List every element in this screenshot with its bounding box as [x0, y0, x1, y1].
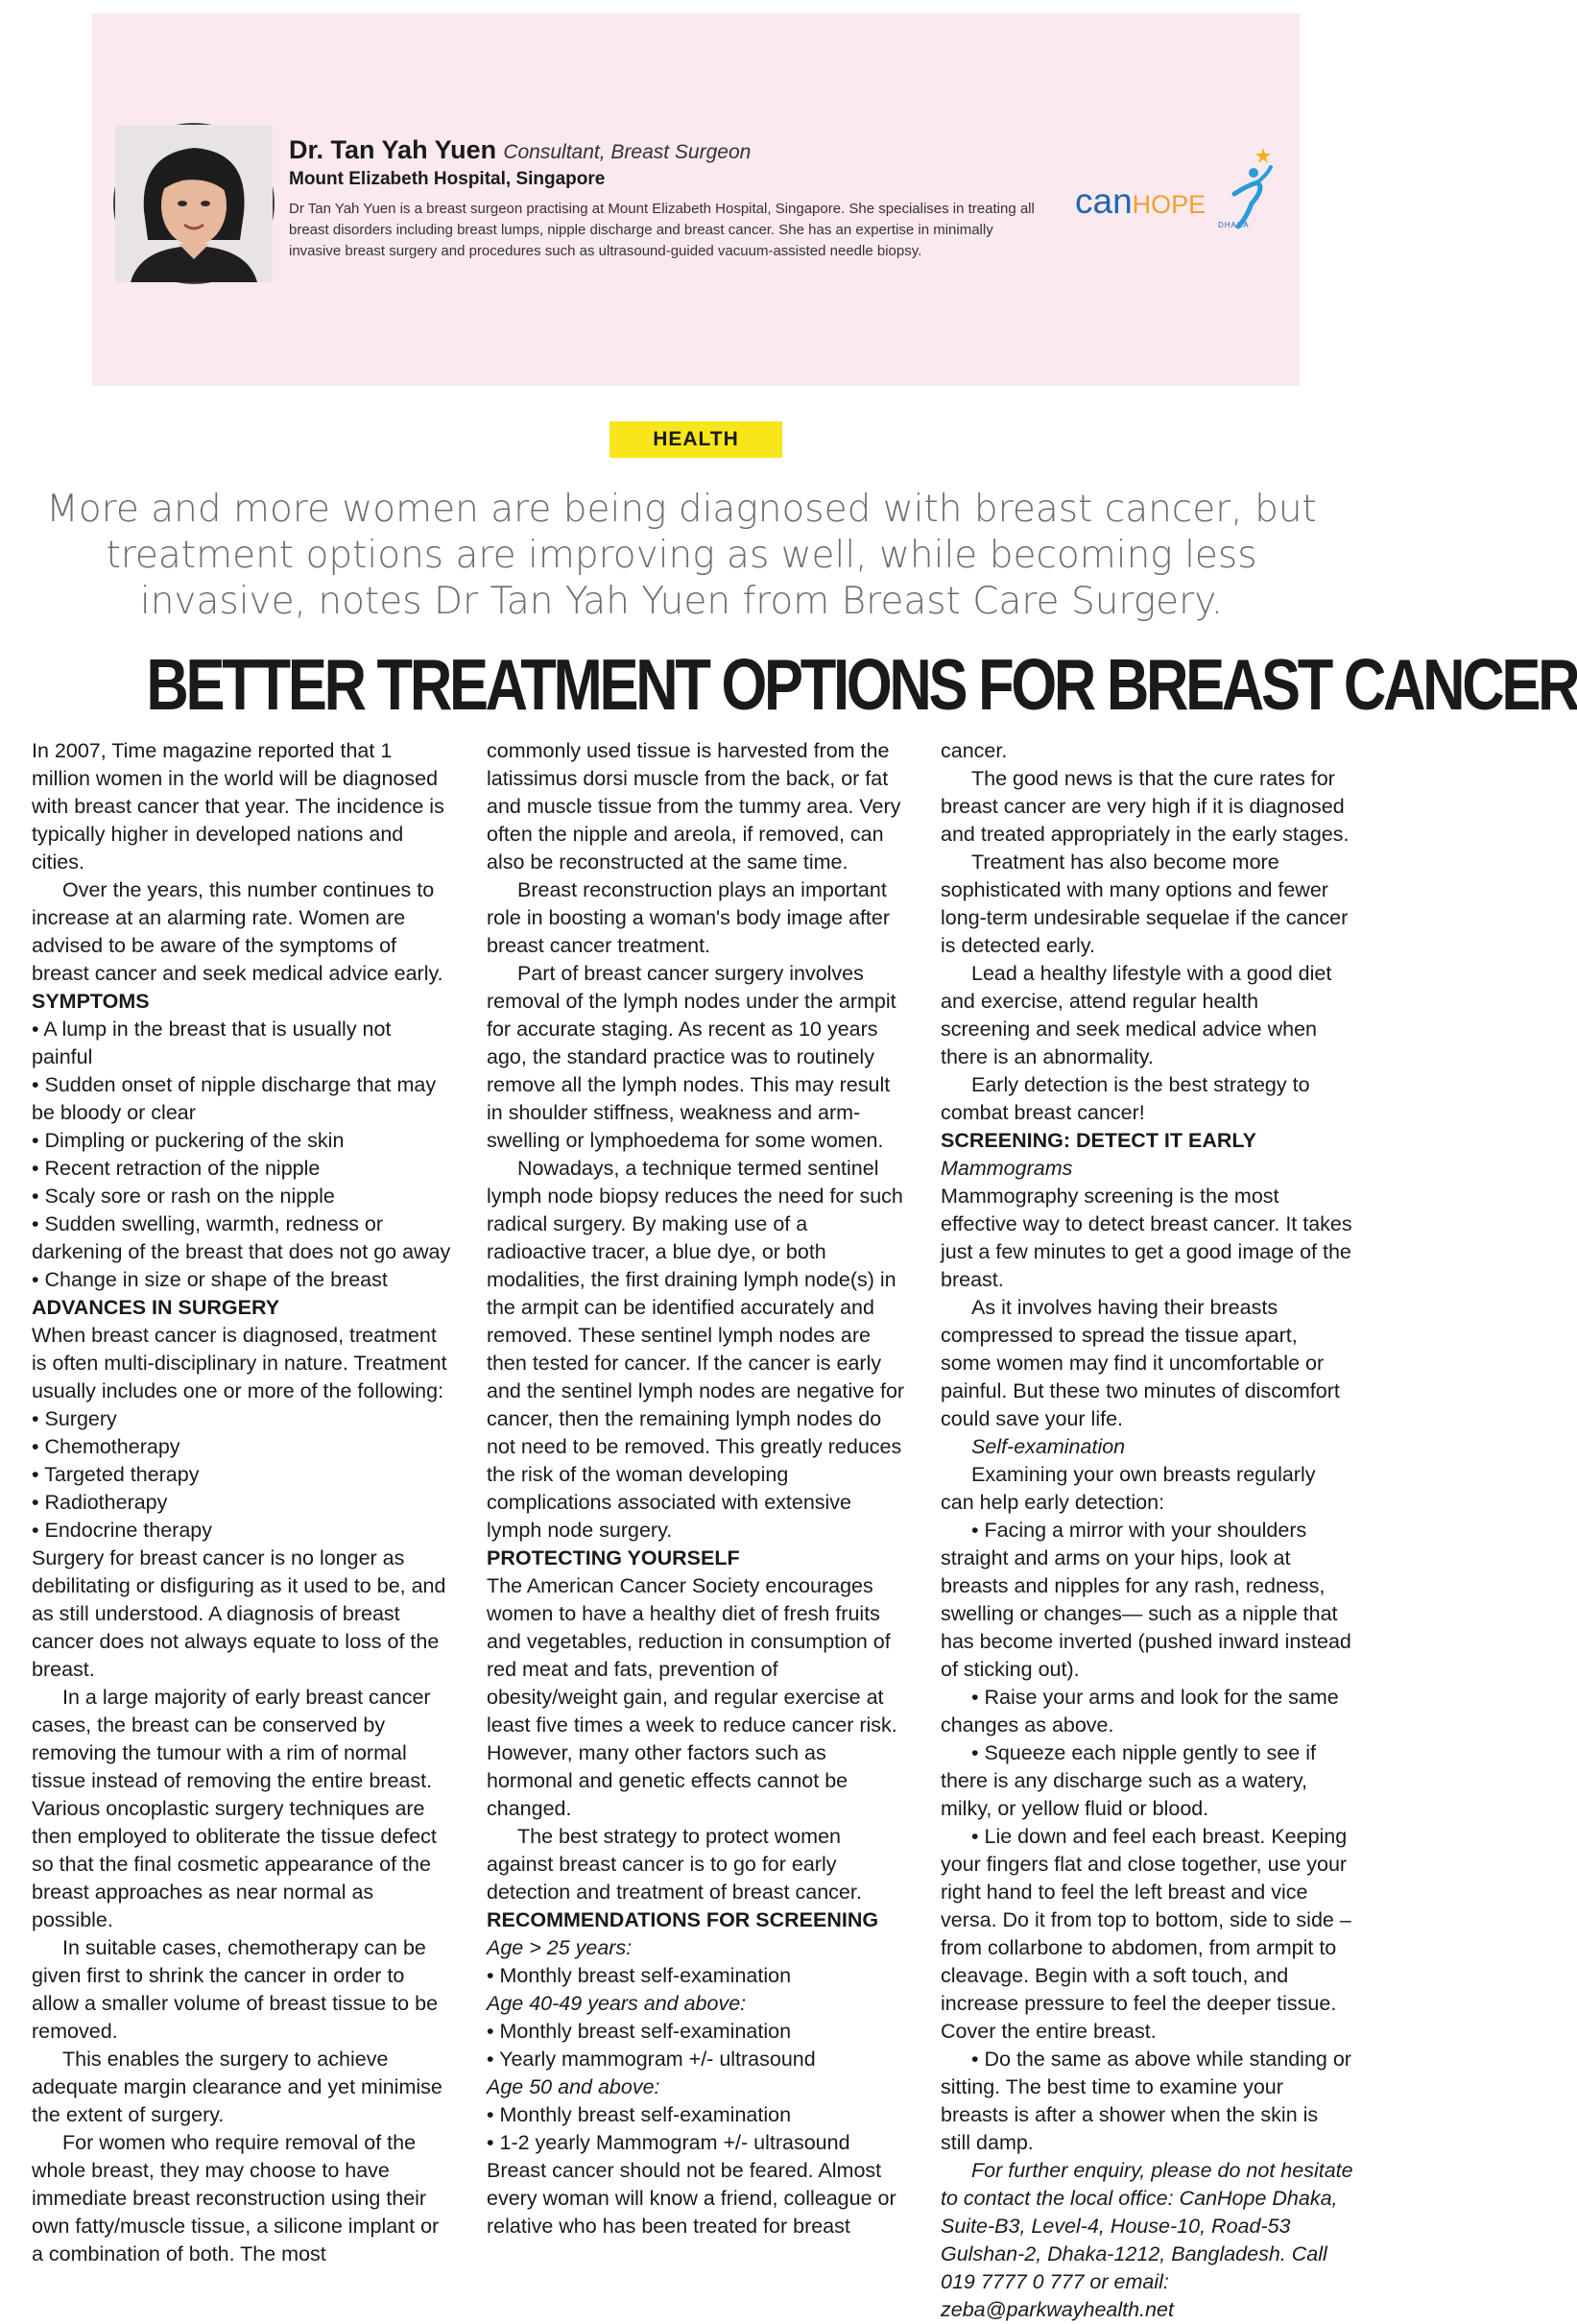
list-item: • Dimpling or puckering of the skin: [32, 1129, 345, 1152]
paragraph: The American Cancer Society encourages women to have a healthy diet of fresh fruits and vegetables, reduction in consumption of red meat and fats, prevention of obesity/weight gain, and regular exercise at least five times a week to reduce cancer risk. However, many other factors such as hormonal and genetic effects cannot be changed.: [487, 1574, 897, 1820]
section-heading: RECOMMENDATIONS FOR SCREENING: [487, 1908, 879, 1931]
logo-figure-icon: [1225, 144, 1282, 230]
paragraph: Breast reconstruction plays an important role in boosting a woman's body image after breast cancer treatment.: [487, 878, 891, 957]
list-item: • Raise your arms and look for the same changes as above.: [941, 1686, 1339, 1737]
list-item: • Targeted therapy: [32, 1463, 200, 1486]
paragraph: The best strategy to protect women against breast cancer is to go for early detection and treatment of breast cancer.: [487, 1825, 862, 1904]
list-item: • 1-2 yearly Mammogram +/- ultrasound: [487, 2131, 850, 2154]
paragraph: Early detection is the best strategy to combat breast cancer!: [941, 1073, 1310, 1124]
paragraph: Treatment has also become more sophisticated with many options and fewer long-term undesirable sequelae if the cancer is detected early.: [941, 851, 1349, 957]
paragraph: In 2007, Time magazine reported that 1 million women in the world will be diagnosed with breast cancer that year. The incidence is typically higher in developed nations and cities.: [32, 739, 444, 874]
author-name: Dr. Tan Yah Yuen: [289, 135, 497, 164]
list-item: • Surgery: [32, 1407, 117, 1430]
list-item: • Monthly breast self-examination: [487, 1964, 792, 1987]
list-item: • Sudden onset of nipple discharge that may be bloody or clear: [32, 1073, 437, 1124]
author-bio: Dr Tan Yah Yuen is a breast surgeon practising at Mount Elizabeth Hospital, Singapore. She specialises in treating all breast disorders including breast lumps, nipple discharge and breast cancer. She has an expertise in minimally invasive breast surgery and procedures such as ultrasound-guided vacuum-assisted needle biopsy.: [289, 201, 1035, 259]
author-title: Consultant, Breast Surgeon: [503, 141, 752, 163]
list-item: • Squeeze each nipple gently to see if there is any discharge such as a watery, milky, or yellow fluid or blood.: [941, 1741, 1316, 1820]
list-item: • Yearly mammogram +/- ultrasound: [487, 2048, 816, 2071]
author-info: [289, 134, 1047, 262]
list-item: • Monthly breast self-examination: [487, 2103, 792, 2126]
list-item: • Endocrine therapy: [32, 1519, 212, 1542]
paragraph: In suitable cases, chemotherapy can be given first to shrink the cancer in order to allow a smaller volume of breast tissue to be removed.: [32, 1936, 439, 2043]
subheading: Age 50 and above:: [487, 2075, 660, 2098]
list-item: • Change in size or shape of the breast: [32, 1268, 388, 1291]
headline: BETTER TREATMENT OPTIONS FOR BREAST CANCER: [146, 644, 1577, 725]
paragraph: As it involves having their breasts compressed to spread the tissue apart, some women may find it uncomfortable or painful. But these two minutes of discomfort could save your life.: [941, 1296, 1340, 1430]
column-1: [32, 737, 454, 2268]
canhope-logo: [1071, 144, 1282, 240]
list-item: • Chemotherapy: [32, 1435, 180, 1458]
logo-wordmark: canHOPE: [1075, 181, 1207, 221]
paragraph: When breast cancer is diagnosed, treatment is often multi-disciplinary in nature. Treatment usually includes one or more of the following:: [32, 1324, 447, 1402]
section-heading: SYMPTOMS: [32, 990, 150, 1013]
paragraph: Nowadays, a technique termed sentinel lymph node biopsy reduces the need for such radical surgery. By making use of a radioactive tracer, a blue dye, or both modalities, the first draining lymph node(s) in the armpit can be identified accurately and removed. These sentinel lymph nodes are then tested for cancer. If the cancer is early and the sentinel lymph nodes are negative for cancer, then the remaining lymph nodes do not need to be removed. This greatly reduces the risk of the woman developing complications associated with extensive lymph node surgery.: [487, 1157, 905, 1542]
list-item: • Do the same as above while standing or sitting. The best time to examine your breasts is after a shower when the skin is still damp.: [941, 2048, 1351, 2154]
paragraph: Breast cancer should not be feared. Almost every woman will know a friend, colleague or relative who has been treated for breast: [487, 2159, 896, 2238]
section-tag: HEALTH: [609, 421, 782, 458]
paragraph: For women who require removal of the whole breast, they may choose to have immediate breast reconstruction using their own fatty/muscle tissue, a silicone implant or a combination of both. The most: [32, 2131, 440, 2265]
paragraph: In a large majority of early breast cancer cases, the breast can be conserved by removing the tumour with a rim of normal tissue instead of removing the entire breast. Various oncoplastic surgery techniques are then employed to obliterate the tissue defect so that the final cosmetic appearance of the breast approaches as near normal as possible.: [32, 1686, 437, 1931]
subheading: Mammograms: [941, 1157, 1073, 1180]
paragraph: cancer.: [941, 739, 1008, 762]
paragraph: Over the years, this number continues to increase at an alarming rate. Women are advised to be aware of the symptoms of breast cancer and seek medical advice early.: [32, 878, 443, 985]
paragraph: The good news is that the cure rates for breast cancer are very high if it is diagnosed and treated appropriately in the early stages.: [941, 767, 1350, 846]
paragraph: This enables the surgery to achieve adequate margin clearance and yet minimise the extent of surgery.: [32, 2048, 442, 2126]
section-heading: PROTECTING YOURSELF: [487, 1546, 740, 1569]
author-hospital: Mount Elizabeth Hospital, Singapore: [289, 169, 606, 189]
subheading: Age > 25 years:: [487, 1936, 633, 1959]
paragraph: Part of breast cancer surgery involves removal of the lymph nodes under the armpit for accurate staging. As recent as 10 years ago, the standard practice was to routinely remove all the lymph nodes. This may result in shoulder stiffness, weakness and arm-swelling or lymphoedema for some women.: [487, 962, 896, 1152]
intro-deck: More and more women are being diagnosed with breast cancer, but treatment options are improving as well, while becoming less invasive, notes Dr Tan Yah Yuen from Breast Care Surgery.: [46, 488, 1317, 623]
logo-location: DHAKA: [1218, 221, 1250, 229]
list-item: • Monthly breast self-examination: [487, 2020, 792, 2043]
paragraph: Mammography screening is the most effective way to detect breast cancer. It takes just a few minutes to get a good image of the breast.: [941, 1185, 1352, 1291]
author-photo: [113, 123, 275, 284]
section-heading: SCREENING: DETECT IT EARLY: [941, 1129, 1256, 1152]
paragraph: Examining your own breasts regularly can help early detection:: [941, 1463, 1316, 1514]
contact-info: For further enquiry, please do not hesitate to contact the local office: CanHope Dhaka, Suite-B3, Level-4, House-10, Road-53 Gulshan-2, Dhaka-1212, Bangladesh. Call 019 7777 0 777 or email: zeba@parkwayhealth.net: [941, 2159, 1353, 2321]
list-item: • Recent retraction of the nipple: [32, 1157, 321, 1180]
subheading: Age 40-49 years and above:: [487, 1992, 747, 2015]
column-3: [941, 737, 1353, 2324]
paragraph: Lead a healthy lifestyle with a good diet and exercise, attend regular health screening and seek medical advice when there is an abnormality.: [941, 962, 1332, 1068]
paragraph: Surgery for breast cancer is no longer as debilitating or disfiguring as it used to be, and as still understood. A diagnosis of breast cancer does not always equate to loss of the breast.: [32, 1546, 446, 1681]
subheading: Self-examination: [971, 1435, 1126, 1458]
paragraph: commonly used tissue is harvested from the latissimus dorsi muscle from the back, or fat and muscle tissue from the tummy area. Very often the nipple and areola, if removed, can also be reconstructed at the same time.: [487, 739, 901, 874]
list-item: • Scaly sore or rash on the nipple: [32, 1185, 335, 1208]
column-2: [487, 737, 909, 2240]
list-item: • Sudden swelling, warmth, redness or darkening of the breast that does not go away: [32, 1212, 451, 1263]
list-item: • Radiotherapy: [32, 1491, 168, 1514]
author-heading: [289, 134, 1047, 168]
section-heading: ADVANCES IN SURGERY: [32, 1296, 280, 1319]
list-item: • A lump in the breast that is usually not painful: [32, 1018, 392, 1068]
list-item: • Lie down and feel each breast. Keeping your fingers flat and close together, use your right hand to feel the left breast and vice versa. Do it from top to bottom, side to side – from collarbone to abdomen, from armpit to cleavage. Begin with a soft touch, and increase pressure to feel the deeper tissue. Cover the entire breast.: [941, 1825, 1351, 2043]
list-item: • Facing a mirror with your shoulders straight and arms on your hips, look at breasts and nipples for any rash, redness, swelling or changes— such as a nipple that has become inverted (pushed inward instead of sticking out).: [941, 1519, 1351, 1681]
